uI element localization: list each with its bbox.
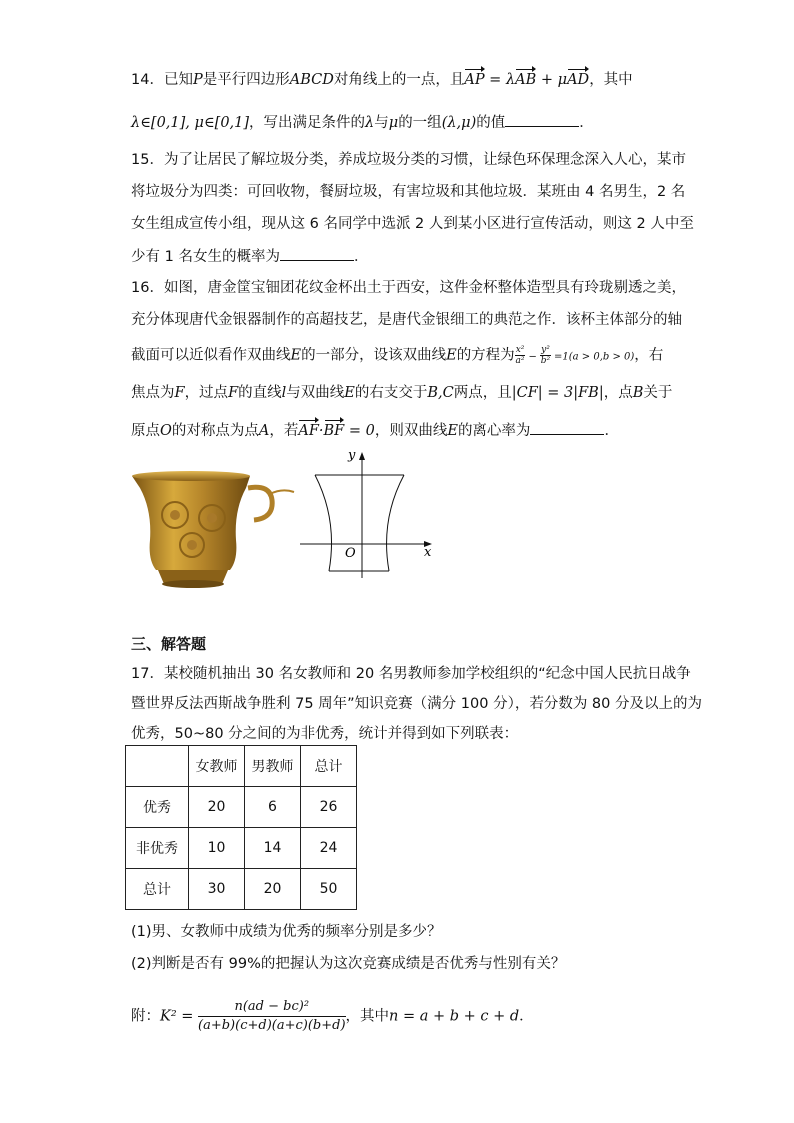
contingency-table — [125, 745, 357, 910]
q16-text: 关于 — [643, 385, 673, 401]
table-cell: 50 — [301, 869, 357, 910]
vector-ab: AB — [515, 72, 537, 88]
table-cell: 26 — [301, 787, 357, 828]
q17-line-1: 17．某校随机抽出 30 名女教师和 20 名男教师参加学校组织的“纪念中国人民抗日战争 — [131, 666, 691, 682]
q16-cf-eq: |CF| = 3|FB| — [511, 385, 604, 401]
q14-text: 是平行四边形 — [202, 72, 290, 88]
y-axis-label: y — [348, 450, 356, 463]
q14-pair: (λ,μ) — [441, 115, 477, 131]
hyperbola-graph — [300, 450, 440, 580]
table-cell: 男教师 — [245, 746, 301, 787]
q16-text: 的方程为 — [456, 347, 515, 364]
golden-cup-image — [130, 470, 300, 590]
table-row — [126, 787, 357, 828]
table-cell: 30 — [189, 869, 245, 910]
q16-a: A — [258, 423, 270, 439]
q15-answer-blank[interactable] — [280, 246, 354, 261]
q17-line-2: 暨世界反法西斯战争胜利 75 周年”知识竞赛（满分 100 分），若分数为 80 分及以上的为 — [131, 696, 702, 712]
q16-e: E — [344, 385, 355, 401]
q16-bc: B,C — [427, 385, 454, 401]
q14-mu: μ — [388, 115, 399, 131]
table-row — [126, 869, 357, 910]
fraction-x2-a2: $\frac{\text{x²}}{\text{a²}}$ — [515, 345, 525, 366]
vector-ad: AD — [567, 72, 590, 88]
q14-point-p: P — [192, 72, 203, 88]
q16-text: 与双曲线 — [286, 385, 345, 401]
q16-f: F — [174, 385, 185, 401]
q15-line-4 — [131, 246, 368, 267]
q16-text: ，点 — [603, 385, 633, 401]
table-cell: 20 — [189, 787, 245, 828]
q17-period: ． — [519, 1008, 534, 1025]
q17-line-3: 优秀，50~80 分之间的为非优秀，统计并得到如下列联表： — [131, 726, 519, 742]
q16-text: ，则双曲线 — [374, 423, 448, 439]
q14-text: 的值 — [476, 115, 506, 131]
q17-sub-1: (1)男、女教师中成绩为优秀的频率分别是多少？ — [131, 924, 442, 940]
q16-text: 焦点为 — [131, 385, 175, 401]
q16-text: 的直线 — [238, 385, 282, 401]
hyperbola-left-branch — [315, 475, 332, 571]
q17-note-label: 附： — [131, 1008, 160, 1025]
table-cell: 20 — [245, 869, 301, 910]
q16-e: E — [447, 423, 458, 439]
q14-text: ，写出满足条件的 — [249, 115, 366, 131]
table-cell — [126, 746, 189, 787]
q16-text: 的一部分，设该双曲线 — [301, 347, 447, 364]
chi-square-formula: $\frac{\text{n(ad − bc)²}}{(a+b)(c+d)(a+c)(b+d)}$ — [198, 999, 346, 1033]
q14-answer-blank[interactable] — [505, 112, 579, 127]
section-title: 三、解答题 — [131, 635, 207, 653]
q16-line-4 — [131, 383, 672, 403]
q16-text: 的右支交于 — [354, 385, 428, 401]
q16-b: B — [632, 385, 644, 401]
x-axis-label: x — [424, 545, 432, 560]
q14-eq: = λ — [484, 72, 516, 88]
table-cell: 总计 — [301, 746, 357, 787]
q16-line-2: 充分体现唐代金银器制作的高超技艺，是唐代金银细工的典范之作．该杯主体部分的轴 — [131, 312, 682, 328]
q16-answer-blank[interactable] — [530, 420, 604, 435]
q16-dot: · — [318, 423, 324, 439]
q14-lambda: λ — [365, 115, 375, 131]
table-cell: 优秀 — [126, 787, 189, 828]
q14-text: 对角线上的一点，且 — [333, 72, 465, 88]
q15-line-3: 女生组成宣传小组，现从这 6 名同学中选派 2 人到某小区进行宣传活动，则这 2 人中至 — [131, 216, 694, 232]
q16-text: 截面可以近似看作双曲线 — [131, 347, 291, 364]
q16-e: E — [446, 347, 457, 364]
q16-text: 原点 — [131, 423, 160, 439]
q17-k2: K² = — [160, 1008, 199, 1025]
q16-text: ，过点 — [184, 385, 229, 401]
y-axis-arrow — [359, 452, 365, 460]
vector-af: AF — [298, 423, 319, 439]
q17-text: ，其中 — [345, 1008, 390, 1025]
q16-minus: − — [525, 351, 541, 363]
table-cell: 14 — [245, 828, 301, 869]
fraction-y2-b2: $\frac{\text{y²}}{\text{b²}}$ — [540, 345, 551, 366]
q14-condition: λ∈[0,1], μ∈[0,1] — [131, 115, 250, 131]
vector-ap: AP — [464, 72, 485, 88]
q17-note — [131, 998, 534, 1035]
origin-label: O — [345, 546, 356, 561]
q16-line-3 — [131, 345, 663, 368]
table-cell: 女教师 — [189, 746, 245, 787]
q15-period: ． — [353, 249, 369, 265]
q16-text: ，右 — [634, 347, 664, 364]
q16-e: E — [290, 347, 302, 364]
table-row — [126, 828, 357, 869]
q16-line-1: 16．如图，唐金筐宝钿团花纹金杯出土于西安，这件金杯整体造型具有玲珑剔透之美， — [131, 280, 686, 296]
table-cell: 非优秀 — [126, 828, 189, 869]
q16-line-5 — [131, 420, 619, 441]
table-cell: 24 — [301, 828, 357, 869]
q14-line-1 — [131, 70, 633, 90]
q14-plus: + μ — [536, 72, 568, 88]
table-header-row — [126, 746, 357, 787]
q16-o: O — [160, 423, 172, 439]
q14-text: ，其中 — [589, 72, 633, 88]
q14-text: 14．已知 — [131, 72, 193, 88]
q16-text: ，若 — [269, 423, 299, 439]
q16-period: ． — [604, 423, 619, 439]
q16-text: 两点，且 — [453, 385, 512, 401]
q17-sub-2: (2)判断是否有 99%的把握认为这次竞赛成绩是否优秀与性别有关？ — [131, 956, 566, 972]
q14-period: ． — [579, 115, 594, 131]
vector-bf: BF — [323, 423, 345, 439]
table-cell: 总计 — [126, 869, 189, 910]
hyperbola-right-branch — [387, 475, 404, 571]
q15-line-2: 将垃圾分为四类：可回收物，餐厨垃圾，有害垃圾和其他垃圾．某班由 4 名男生，2 名 — [131, 184, 686, 200]
table-cell: 6 — [245, 787, 301, 828]
q16-text: 的对称点为点 — [171, 423, 259, 439]
q16-equation-rest: =1(a > 0,b > 0) — [550, 351, 635, 363]
q16-line-l: l — [281, 385, 287, 401]
q15-line-1: 15．为了让居民了解垃圾分类，养成垃圾分类的习惯，让绿色环保理念深入人心，某市 — [131, 152, 686, 168]
table-cell: 10 — [189, 828, 245, 869]
q17-n-eq: n = a + b + c + d — [389, 1008, 520, 1025]
q15-text: 少有 1 名女生的概率为 — [131, 249, 280, 265]
q16-zero: = 0 — [344, 423, 375, 439]
q16-text: 的离心率为 — [457, 423, 531, 439]
q16-f: F — [228, 385, 239, 401]
q14-line-2 — [131, 112, 594, 133]
q14-text: 的一组 — [398, 115, 442, 131]
q14-text: 与 — [374, 115, 389, 131]
q14-parallelogram: ABCD — [289, 72, 334, 88]
